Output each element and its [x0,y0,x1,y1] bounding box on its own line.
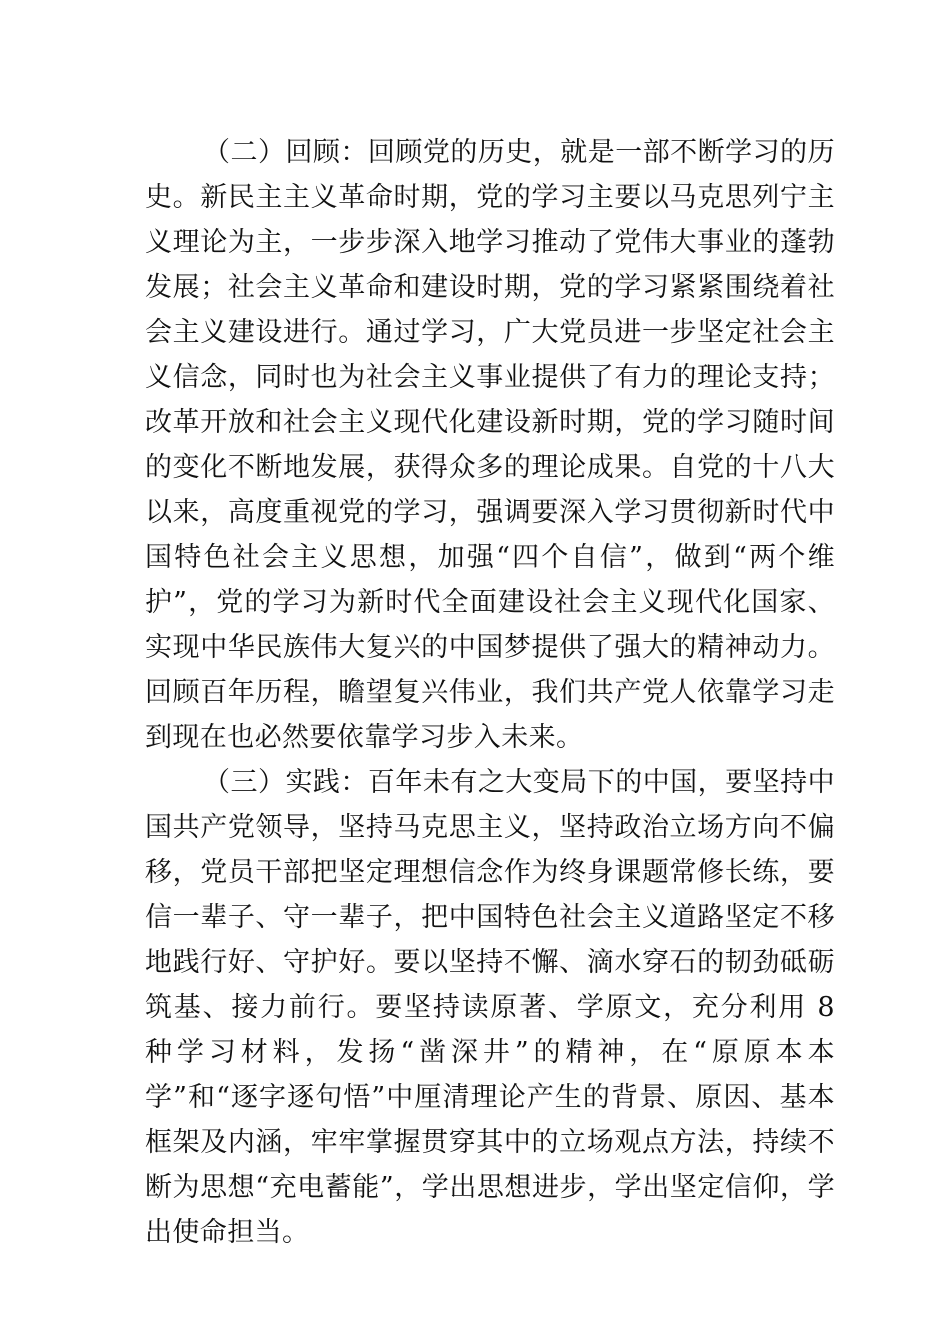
paragraph-practice: （三）实践：百年未有之大变局下的中国，要坚持中国共产党领导，坚持马克思主义，坚持政治立场方向不偏移，党员干部把坚定理想信念作为终身课题常修长练，要信一辈子、守一辈子，把中国特色社会主义道路坚定不移地践行好、守护好。要以坚持不懈、滴水穿石的韧劲砥砺筑基、接力前行。要坚持读原著、学原文，充分利用 8 种学习材料，发扬“凿深井”的精神，在“原原本本学”和“逐字逐句悟”中厘清理论产生的背景、原因、基本框架及内涵，牢牢掌握贯穿其中的立场观点方法，持续不断为思想“充电蓄能”，学出思想进步，学出坚定信仰，学出使命担当。 [145,767,835,1248]
document-body [145,130,835,1255]
paragraph-review-history: （二）回顾：回顾党的历史，就是一部不断学习的历史。新民主主义革命时期，党的学习主要以马克思列宁主义理论为主，一步步深入地学习推动了党伟大事业的蓬勃发展；社会主义革命和建设时期，党的学习紧紧围绕着社会主义建设进行。通过学习，广大党员进一步坚定社会主义信念，同时也为社会主义事业提供了有力的理论支持；改革开放和社会主义现代化建设新时期，党的学习随时间的变化不断地发展，获得众多的理论成果。自党的十八大以来，高度重视党的学习，强调要深入学习贯彻新时代中国特色社会主义思想，加强“四个自信”，做到“两个维护”，党的学习为新时代全面建设社会主义现代化国家、实现中华民族伟大复兴的中国梦提供了强大的精神动力。回顾百年历程，瞻望复兴伟业，我们共产党人依靠学习走到现在也必然要依靠学习步入未来。 [145,137,835,753]
